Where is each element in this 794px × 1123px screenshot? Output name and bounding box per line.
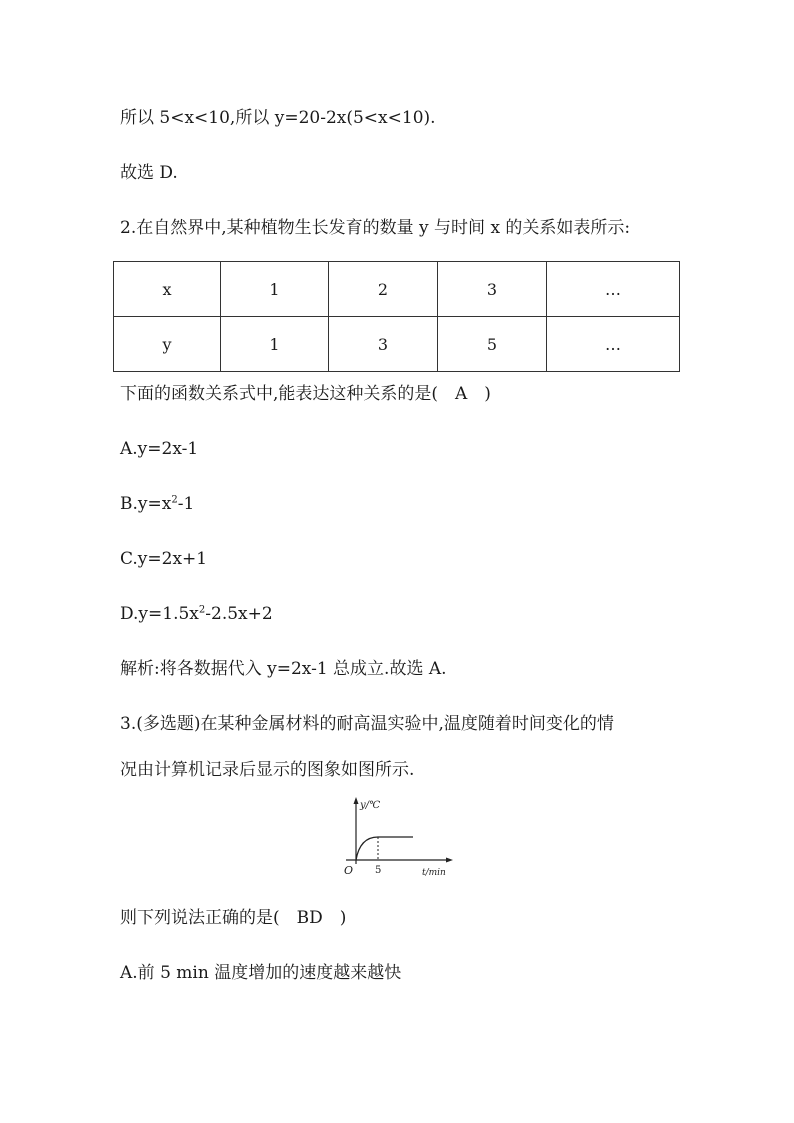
origin-label: O bbox=[344, 864, 354, 877]
x-axis-label: t/min bbox=[422, 868, 446, 878]
table-cell: x bbox=[114, 262, 221, 317]
table-cell: … bbox=[547, 317, 680, 372]
table-row bbox=[114, 317, 680, 372]
option-d-rest: -2.5x+2 bbox=[205, 604, 273, 624]
table-cell: 1 bbox=[221, 317, 329, 372]
solution-conclusion: 所以 5<x<10,所以 y=20-2x(5<x<10). bbox=[120, 108, 436, 128]
option-b-rest: -1 bbox=[177, 494, 195, 514]
option-d-base: D.y=1.5x bbox=[120, 604, 199, 624]
option-b-exponent: 2 bbox=[171, 494, 178, 506]
option-d-exponent: 2 bbox=[198, 604, 206, 616]
table-cell: y bbox=[114, 317, 221, 372]
growth-table bbox=[113, 261, 680, 372]
option-a: A.y=2x-1 bbox=[120, 439, 199, 459]
option-d bbox=[120, 603, 273, 625]
answer-choice-line: 故选 D. bbox=[120, 163, 178, 183]
option-c: C.y=2x+1 bbox=[120, 549, 208, 569]
y-axis-arrow bbox=[354, 797, 359, 804]
question-3-option-a: A.前 5 min 温度增加的速度越来越快 bbox=[120, 963, 402, 983]
table-cell: 5 bbox=[438, 317, 547, 372]
question-2-text: 2.在自然界中,某种植物生长发育的数量 y 与时间 x 的关系如表所示: bbox=[120, 218, 631, 238]
temperature-curve bbox=[356, 837, 413, 860]
question-3-prompt: 则下列说法正确的是( BD ) bbox=[120, 908, 347, 928]
option-b-base: B.y=x bbox=[120, 494, 172, 514]
table-cell: 2 bbox=[329, 262, 438, 317]
y-axis-label: y/℃ bbox=[360, 800, 381, 811]
question-2-prompt: 下面的函数关系式中,能表达这种关系的是( A ) bbox=[120, 384, 491, 404]
table-cell: 3 bbox=[329, 317, 438, 372]
temperature-graph bbox=[338, 796, 458, 880]
question-3-text-line1: 3.(多选题)在某种金属材料的耐高温实验中,温度随着时间变化的情 bbox=[120, 714, 614, 734]
x-axis-arrow bbox=[446, 858, 453, 863]
question-3-text-line2: 况由计算机记录后显示的图象如图所示. bbox=[120, 760, 415, 780]
option-b bbox=[120, 493, 194, 515]
analysis-text: 解析:将各数据代入 y=2x-1 总成立.故选 A. bbox=[120, 659, 447, 679]
table-row bbox=[114, 262, 680, 317]
table-cell: … bbox=[547, 262, 680, 317]
table-cell: 3 bbox=[438, 262, 547, 317]
x-tick-label: 5 bbox=[375, 865, 382, 876]
table-cell: 1 bbox=[221, 262, 329, 317]
